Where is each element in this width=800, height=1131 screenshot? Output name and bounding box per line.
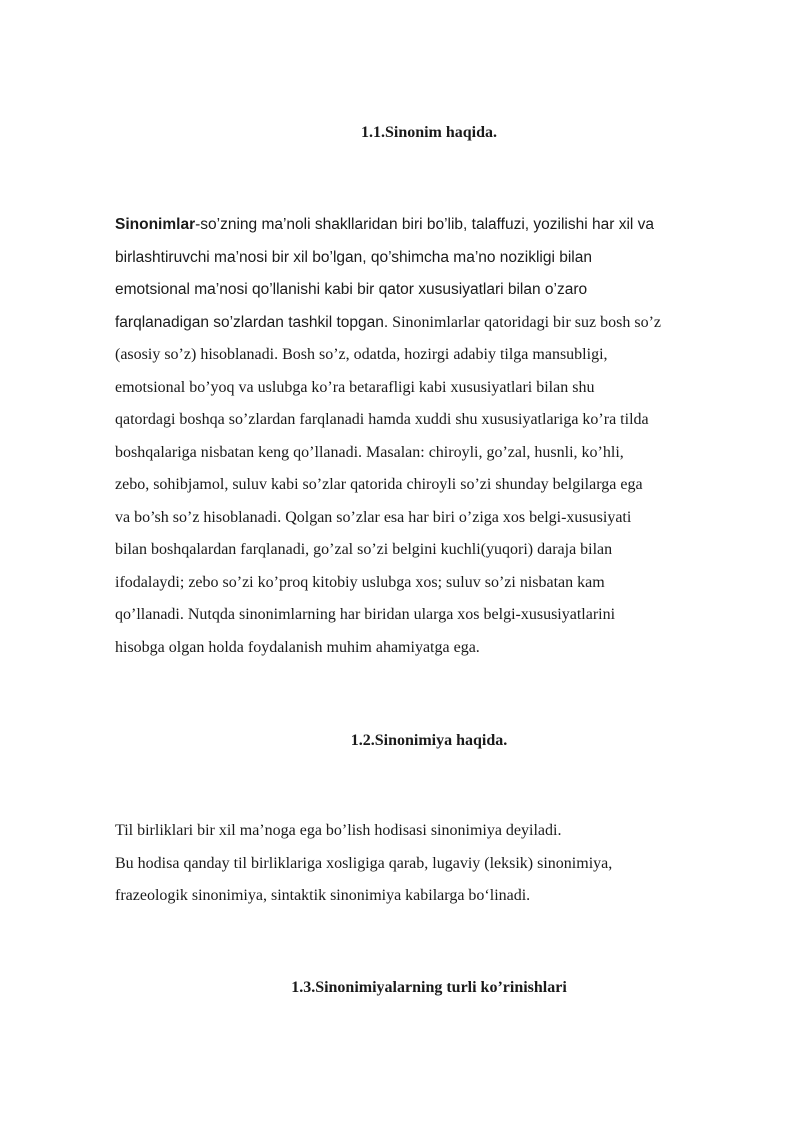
paragraph-line: bilan boshqalardan farqlanadi, go’zal so’zi belgini kuchli(yuqori) daraja bilan <box>115 541 613 558</box>
paragraph-line: (asosiy so’z) hisoblanadi. Bosh so’z, odatda, hozirgi adabiy tilga mansubligi, <box>115 346 608 363</box>
paragraph-line: Til birliklari bir xil ma’noga ega bo’lish hodisasi sinonimiya deyiladi. <box>115 822 562 839</box>
section-2-paragraph <box>115 815 755 913</box>
lead-term: Sinonimlar <box>115 216 196 233</box>
paragraph-line: birlashtiruvchi ma’nosi bir xil bo’lgan, qo’shimcha ma’no nozikligi bilan <box>115 248 592 266</box>
section-2-heading: 1.2.Sinonimiya haqida. <box>350 732 508 749</box>
paragraph-line: frazeologik sinonimiya, sintaktik sinonimiya kabilarga bo‘linadi. <box>115 887 531 904</box>
paragraph-line: zebo, sohibjamol, suluv kabi so’zlar qatorida chiroyli so’zi shunday belgilarga ega <box>115 476 643 493</box>
line-text: -so’zning ma’noli shakllaridan biri bo’lib, talaffuzi, yozilishi har xil va <box>195 216 655 233</box>
line-text: Sinonimlarlar qatoridagi bir suz bosh so’z <box>388 313 662 331</box>
section-1-paragraph <box>115 209 755 664</box>
section-3-heading: 1.3.Sinonimiyalarning turli ko’rinishlari <box>291 979 567 996</box>
paragraph-line: Bu hodisa qanday til birliklariga xosligiga qarab, lugaviy (leksik) sinonimiya, <box>115 854 613 872</box>
paragraph-line: ifodalaydi; zebo so’zi ko’proq kitobiy uslubga xos; suluv so’zi nisbatan kam <box>115 573 605 591</box>
paragraph-line: emotsional ma’nosi qo’llanishi kabi bir qator xususiyatlari bilan o’zaro <box>115 281 588 298</box>
paragraph-line: va bo’sh so’z hisoblanadi. Qolgan so’zlar esa har biri o’ziga xos belgi-xususiyati <box>115 508 632 526</box>
paragraph-line: qatordagi boshqa so’zlardan farqlanadi hamda xuddi shu xususiyatlariga ko’ra tilda <box>115 411 649 428</box>
paragraph-line: hisobga olgan holda foydalanish muhim ahamiyatga ega. <box>115 638 480 656</box>
section-1-heading: 1.1.Sinonim haqida. <box>360 124 498 141</box>
paragraph-line <box>115 209 755 242</box>
paragraph-line <box>115 307 755 340</box>
paragraph-line: qo’llanadi. Nutqda sinonimlarning har biridan ularga xos belgi-xususiyatlarini <box>115 606 616 623</box>
line-text: farqlanadigan so’zlardan tashkil topgan. <box>115 313 389 331</box>
paragraph-line: emotsional bo’yoq va uslubga ko’ra betarafligi kabi xususiyatlari bilan shu <box>115 378 595 396</box>
paragraph-line: boshqalariga nisbatan keng qo’llanadi. Masalan: chiroyli, go’zal, husnli, ko’hli, <box>115 443 624 461</box>
